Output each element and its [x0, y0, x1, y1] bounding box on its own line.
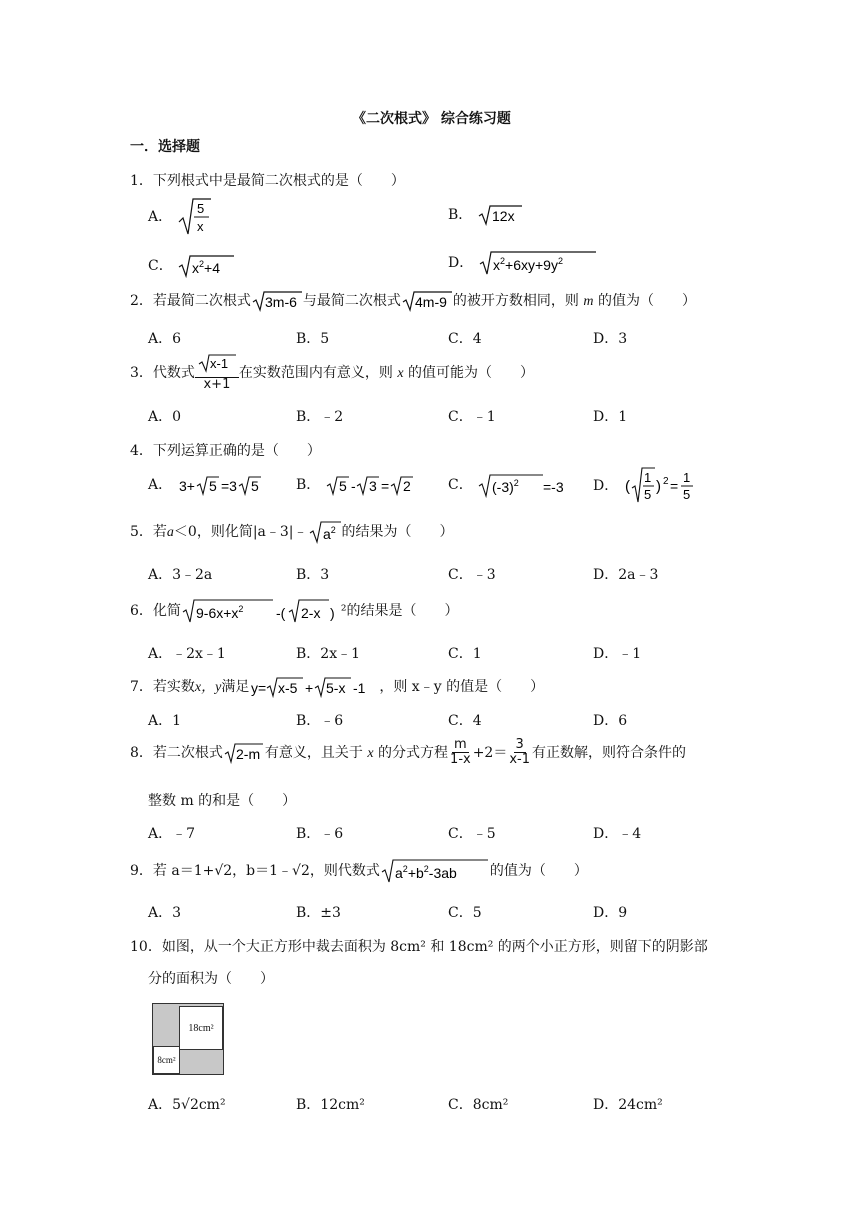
question-1-option-d [448, 250, 598, 276]
stem-text: +2＝ [472, 744, 508, 761]
question-7-option-d: D．6 [593, 713, 628, 729]
svg-text:+: + [305, 680, 314, 696]
variable: m [583, 294, 594, 309]
svg-text:2-x: 2-x [300, 605, 321, 621]
svg-text:x-5: x-5 [278, 680, 298, 696]
question-6-option-c: C．1 [448, 646, 482, 662]
fraction [195, 353, 239, 393]
variable: x [397, 365, 404, 381]
svg-text:5-x: 5-x [326, 680, 346, 696]
question-3-option-a: A．0 [148, 409, 182, 425]
radical-expression [478, 250, 598, 276]
svg-text:9-6x+x2: $9-6x+x^2$ [195, 604, 244, 621]
question-2-option-b: B．5 [296, 331, 330, 347]
stem-text: 2．若最简二次根式 [130, 293, 251, 309]
question-9-option-c: C．5 [448, 905, 482, 921]
svg-text:x2+4: $x^2+4$ [192, 259, 221, 276]
stem-text: 9．若 a＝1+√2，b＝1﹣√2，则代数式 [130, 863, 380, 879]
question-2-stem [130, 290, 696, 312]
question-7-stem [130, 676, 544, 698]
svg-text:y=: y= [251, 680, 267, 696]
svg-text:-(: -( [275, 605, 286, 621]
svg-text:5: 5 [338, 478, 347, 494]
stem-text: 的结果为（ ） [341, 524, 454, 540]
fraction-denominator: x-1 [509, 752, 530, 768]
radical-expression [177, 254, 235, 278]
stem-text: 与最简二次根式 [302, 293, 401, 309]
stem-text: 的被开方数相同，则 [452, 293, 579, 309]
stem-text: 有正数解，则符合条件的 [532, 744, 686, 761]
question-1-option-b [448, 204, 523, 226]
question-8-option-b: B．﹣6 [296, 826, 344, 842]
stem-text: 有意义，且关于 [264, 744, 363, 761]
option-label: C． [148, 258, 173, 274]
svg-text:): ) [329, 605, 335, 621]
question-4-option-b [296, 474, 417, 496]
fraction-numerator: m [454, 737, 467, 752]
svg-text:=: = [380, 478, 389, 494]
square-18: 18cm² [179, 1006, 223, 1050]
option-label: D． [593, 478, 619, 494]
stem-text: 6．化简 [130, 603, 181, 619]
fraction [507, 738, 532, 768]
option-label: B． [296, 477, 321, 493]
question-5-stem [130, 520, 454, 544]
stem-text: 5．若 [130, 524, 167, 540]
svg-text:x: x [196, 219, 204, 234]
svg-text:5: 5 [643, 487, 651, 502]
question-9-option-b: B．±3 [296, 905, 341, 921]
radical-expression [401, 290, 453, 312]
question-1-option-a [148, 196, 213, 238]
question-10-option-c: C．8cm² [448, 1097, 509, 1113]
option-label: B． [448, 207, 473, 223]
math-expression [177, 474, 267, 496]
svg-text:2: 2 [662, 476, 669, 487]
svg-text:-1: -1 [353, 680, 366, 696]
question-2-option-d: D．3 [593, 331, 628, 347]
radical-expression [380, 858, 490, 884]
stem-text: ，则 x﹣y 的值是（ ） [379, 679, 545, 695]
question-1-option-c [148, 254, 235, 278]
svg-text:4m-9: 4m-9 [414, 294, 447, 310]
question-8-option-c: C．﹣5 [448, 826, 496, 842]
stem-text: ＜0，则化简|a﹣3|﹣ [173, 524, 308, 540]
fraction [448, 738, 473, 768]
svg-text:1: 1 [682, 470, 690, 485]
stem-text: 的值可能为（ ） [408, 364, 535, 381]
question-7-option-b: B．﹣6 [296, 713, 344, 729]
section-heading: 一．选择题 [130, 139, 200, 155]
question-10-stem-line2: 分的面积为（ ） [148, 971, 274, 987]
question-5-option-a: A．3﹣2a [148, 567, 213, 583]
question-10-option-a: A．5√2cm² [148, 1097, 226, 1113]
radical-expression [251, 290, 303, 312]
square-8: 8cm² [153, 1046, 180, 1074]
svg-text:2: 2 [402, 478, 411, 494]
question-6-option-b: B．2x﹣1 [296, 646, 360, 662]
svg-text:(: ( [624, 478, 630, 495]
fraction-denominator: 1-x [450, 752, 471, 768]
svg-text:a2: $a^2$ [322, 525, 336, 542]
math-expression [477, 472, 573, 498]
svg-text:x-1: x-1 [209, 356, 228, 371]
stem-text: 满足 [221, 679, 250, 695]
question-4-stem: 4．下列运算正确的是（ ） [130, 443, 321, 459]
variable: x，y [194, 680, 222, 695]
fraction-denominator: x+1 [203, 377, 231, 393]
page-title: 《二次根式》 综合练习题 [352, 111, 511, 127]
math-expression [623, 466, 713, 506]
squares-figure [152, 1003, 224, 1075]
svg-text:5: 5 [250, 478, 259, 494]
stem-text: 的值为（ ） [597, 293, 696, 309]
radical-expression [223, 742, 265, 764]
question-6-option-a: A．﹣2x﹣1 [148, 646, 226, 662]
math-expression [325, 474, 417, 496]
radical-expression [177, 196, 213, 238]
svg-text:a2+b2-3ab: $a^2+b^2-3ab$ [394, 864, 457, 881]
question-3-option-c: C．﹣1 [448, 409, 496, 425]
svg-text:=3: =3 [220, 478, 237, 494]
svg-text:): ) [655, 478, 661, 495]
svg-text:=-3: =-3 [543, 479, 564, 495]
stem-text: ²的结果是（ ） [340, 603, 459, 619]
svg-text:12x: 12x [491, 208, 515, 224]
svg-text:x2+6xy+9y2: $x^2+6xy+9y^2$ [492, 256, 563, 273]
question-1-stem: 1．下列根式中是最简二次根式的是（ ） [130, 173, 405, 189]
question-5-option-c: C．﹣3 [448, 567, 496, 583]
svg-text:5: 5 [208, 478, 217, 494]
question-3-stem [130, 353, 534, 393]
stem-text: 的值为（ ） [489, 863, 588, 879]
question-6-option-d: D．﹣1 [593, 646, 642, 662]
question-10-option-b: B．12cm² [296, 1097, 365, 1113]
question-9-option-d: D．9 [593, 905, 628, 921]
math-expression [181, 598, 341, 624]
svg-text:=: = [669, 478, 678, 494]
svg-text:3: 3 [368, 478, 377, 494]
question-4-option-c [448, 472, 573, 498]
question-2-option-c: C．4 [448, 331, 482, 347]
question-8-stem [130, 738, 686, 768]
question-7-option-c: C．4 [448, 713, 482, 729]
option-label: A． [148, 477, 173, 493]
question-8-option-a: A．﹣7 [148, 826, 196, 842]
svg-text:3m-6: 3m-6 [264, 294, 297, 310]
question-3-option-b: B．﹣2 [296, 409, 344, 425]
question-8-option-d: D．﹣4 [593, 826, 642, 842]
question-5-option-d: D．2a﹣3 [593, 567, 659, 583]
stem-text: 3．代数式 [130, 364, 195, 381]
question-3-option-d: D．1 [593, 409, 628, 425]
stem-text: 8．若二次根式 [130, 744, 223, 761]
question-8-stem-line2: 整数 m 的和是（ ） [148, 793, 297, 809]
svg-text:(-3)2: $(-3)^2$ [492, 478, 519, 495]
question-2-option-a: A．6 [148, 331, 182, 347]
svg-text:5: 5 [196, 201, 204, 216]
svg-text:-: - [350, 478, 356, 494]
question-4-option-d [593, 466, 713, 506]
question-4-option-a [148, 474, 267, 496]
fraction-numerator: 3 [515, 737, 524, 752]
radical-expression [477, 204, 523, 226]
stem-text: 7．若实数 [130, 679, 195, 695]
svg-text:3+: 3+ [178, 478, 195, 494]
question-9-option-a: A．3 [148, 905, 182, 921]
stem-text: 在实数范围内有意义，则 [238, 364, 393, 381]
radical-expression [308, 520, 342, 544]
variable: a [166, 525, 174, 540]
svg-text:2-m: 2-m [235, 745, 261, 762]
option-label: D． [448, 255, 474, 271]
option-label: A． [148, 209, 173, 225]
question-6-stem [130, 598, 459, 624]
svg-text:1: 1 [643, 470, 651, 485]
question-10-stem: 10．如图，从一个大正方形中裁去面积为 8cm² 和 18cm² 的两个小正方形，则留下的阴影部 [130, 939, 708, 955]
svg-text:5: 5 [682, 487, 690, 502]
math-expression [249, 676, 379, 698]
question-10-option-d: D．24cm² [593, 1097, 663, 1113]
question-5-option-b: B．3 [296, 567, 330, 583]
variable: x [367, 745, 374, 761]
stem-text: 的分式方程 [378, 744, 449, 761]
question-7-option-a: A．1 [148, 713, 182, 729]
question-9-stem [130, 858, 588, 884]
option-label: C． [448, 477, 473, 493]
